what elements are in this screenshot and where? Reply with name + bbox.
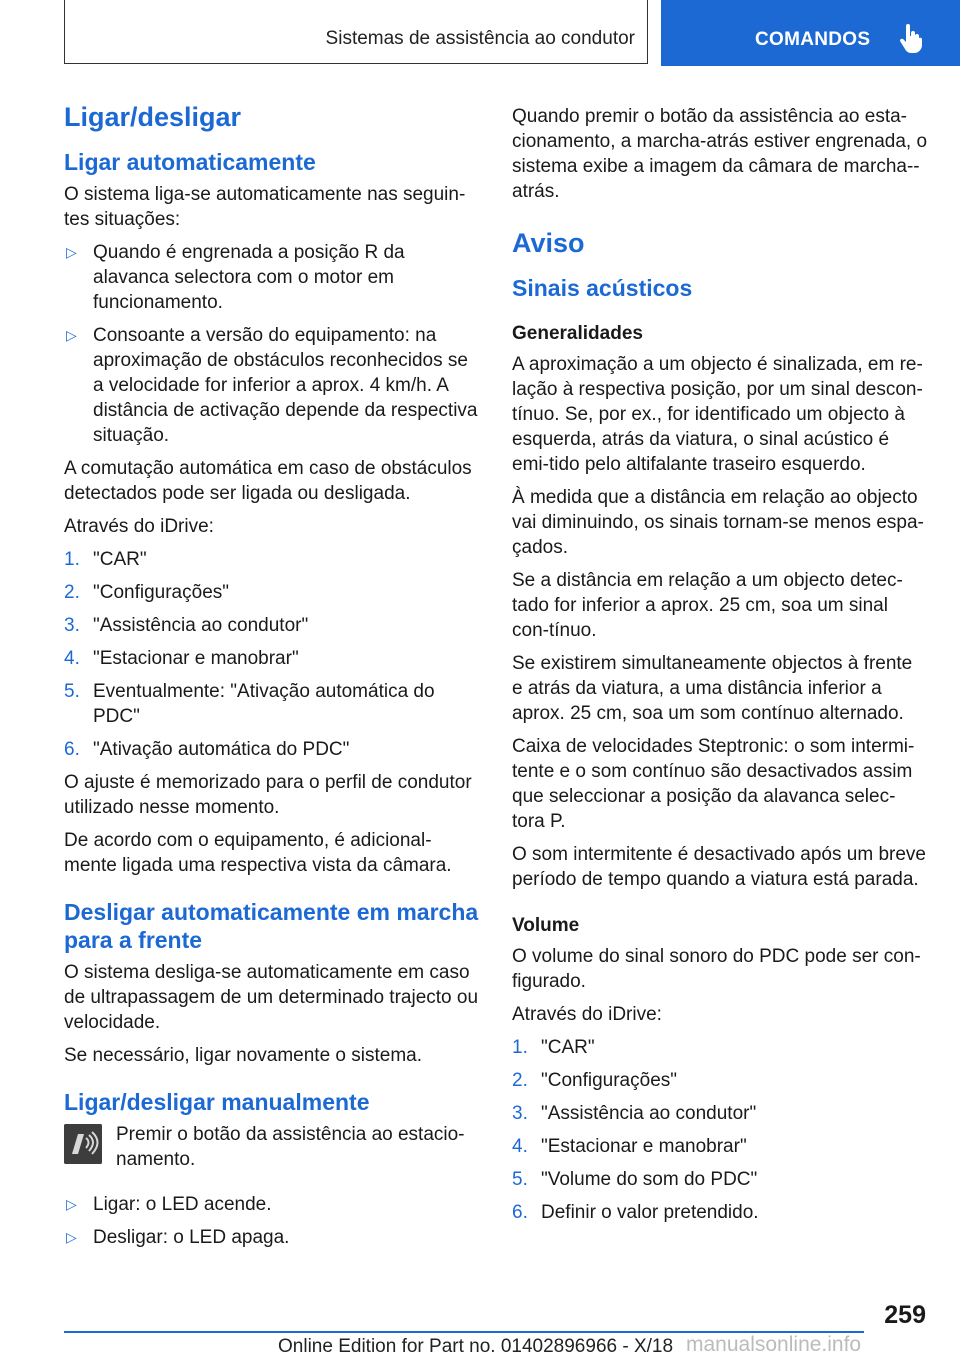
list-item: 3. "Assistência ao condutor" (512, 1103, 757, 1124)
section-tab (64, 0, 648, 64)
list-item: 3. "Assistência ao condutor" (64, 615, 309, 636)
auto-off-note: Se necessário, ligar novamente o sistema. (64, 1045, 423, 1066)
heading-aviso: Aviso (512, 228, 585, 258)
page-header (0, 0, 960, 66)
via-idrive: Através do iDrive: (64, 516, 214, 537)
heading-auto-on: Ligar automaticamente (64, 149, 316, 175)
switch-text: A comutação automática em caso de obstáculos detectados pode ser ligada ou desligada. (64, 458, 472, 504)
paragraph: Se a distância em relação a um objecto detec-tado for inferior a aprox. 25 cm, soa um sinal con-tínuo. (512, 570, 903, 641)
list-item: ▷ Consoante a versão do equipamento: na aproximação de obstáculos reconhecidos se a velocidade for inferior a aprox. 4 km/h. A distância de activação depende da respectiva situação. (66, 325, 478, 446)
triangle-right-icon: ▷ (66, 327, 77, 343)
list-item: 2. "Configurações" (64, 582, 230, 603)
idrive-steps-right (512, 1035, 928, 1225)
camera-intro: Quando premir o botão da assistência ao esta-cionamento, a marcha-atrás estiver engrenada, o sistema exibe a imagem da câmara de marcha--atrás. (512, 106, 928, 202)
pointing-hand-icon (899, 24, 923, 54)
idrive-steps-left (64, 547, 482, 762)
triangle-right-icon: ▷ (66, 1196, 77, 1212)
list-item: 5. Eventualmente: "Ativação automática do PDC" (64, 681, 435, 727)
list-item: ▷ Desligar: o LED apaga. (66, 1227, 290, 1248)
park-assist-button-icon (64, 1124, 102, 1164)
page-number: 259 (884, 1301, 926, 1329)
paragraph: Caixa de velocidades Steptronic: o som intermi-tente e o som contínuo são desactivados assim que seleccionar a posição da alavanca selec-tora P. (512, 736, 915, 832)
paragraph: Se existirem simultaneamente objectos à frente e atrás da viatura, a uma distância inferior a aprox. 25 cm, soa um som contínuo alternado. (512, 653, 913, 724)
heading-volume: Volume (512, 915, 580, 936)
chapter-title: COMANDOS (755, 29, 871, 50)
auto-on-list (64, 240, 482, 448)
volume-text: O volume do sinal sonoro do PDC pode ser con-figurado. (512, 946, 921, 992)
heading-manual: Ligar/desligar manualmente (64, 1089, 370, 1115)
footer-edition: Online Edition for Part no. 01402896966 - X/18 (278, 1336, 674, 1357)
list-item: 1. "CAR" (64, 549, 147, 570)
list-item: 1. "CAR" (512, 1037, 595, 1058)
list-item: ▷ Quando é engrenada a posição R da alavanca selectora com o motor em funcionamento. (66, 242, 405, 313)
auto-off-text: O sistema desliga-se automaticamente em caso de ultrapassagem de um determinado trajecto ou velocidade. (64, 962, 479, 1033)
list-item: 2. "Configurações" (512, 1070, 678, 1091)
camera-text: De acordo com o equipamento, é adicional-mente ligada uma respectiva vista da câmara. (64, 830, 452, 876)
list-item: 5. "Volume do som do PDC" (512, 1169, 758, 1190)
auto-on-intro: O sistema liga-se automaticamente nas seguin-tes situações: (64, 184, 466, 230)
heading-ligar-desligar: Ligar/desligar (64, 102, 242, 132)
heading-auto-off: Desligar automaticamente em marcha para a frente (64, 899, 479, 953)
manual-text: Premir o botão da assistência ao estacio-namento. (116, 1124, 465, 1170)
list-item: 6. "Ativação automática do PDC" (64, 739, 350, 760)
chapter-tab (661, 0, 960, 66)
triangle-right-icon: ▷ (66, 1229, 77, 1245)
watermark: manualsonline.info (686, 1333, 862, 1356)
paragraph: À medida que a distância em relação ao objecto vai diminuindo, os sinais tornam-se menos espa-çados. (512, 487, 924, 558)
section-title: Sistemas de assistência ao condutor (325, 28, 635, 49)
list-item: 6. Definir o valor pretendido. (512, 1202, 759, 1223)
paragraph: A aproximação a um objecto é sinalizada, em re-lação à respectiva posição, por um sinal descon-tínuo. Se, por ex., for identificado um objecto à esquerda, atrás da viatura, o sinal acústico é emi-tido pelo altifalante traseiro esquerdo. (512, 354, 923, 475)
heading-general: Generalidades (512, 323, 643, 344)
memorized-text: O ajuste é memorizado para o perfil de condutor utilizado nesse momento. (64, 772, 472, 818)
paragraph: O som intermitente é desactivado após um breve período de tempo quando a viatura está parada. (512, 844, 926, 890)
manual-instruction (64, 1122, 482, 1178)
triangle-right-icon: ▷ (66, 244, 77, 260)
list-item: 4. "Estacionar e manobrar" (64, 648, 299, 669)
left-column (64, 96, 482, 1258)
list-item: ▷ Ligar: o LED acende. (66, 1194, 272, 1215)
via-idrive: Através do iDrive: (512, 1004, 662, 1025)
right-column (512, 104, 928, 1233)
manual-list (64, 1192, 482, 1250)
list-item: 4. "Estacionar e manobrar" (512, 1136, 747, 1157)
heading-signals: Sinais acústicos (512, 275, 693, 301)
